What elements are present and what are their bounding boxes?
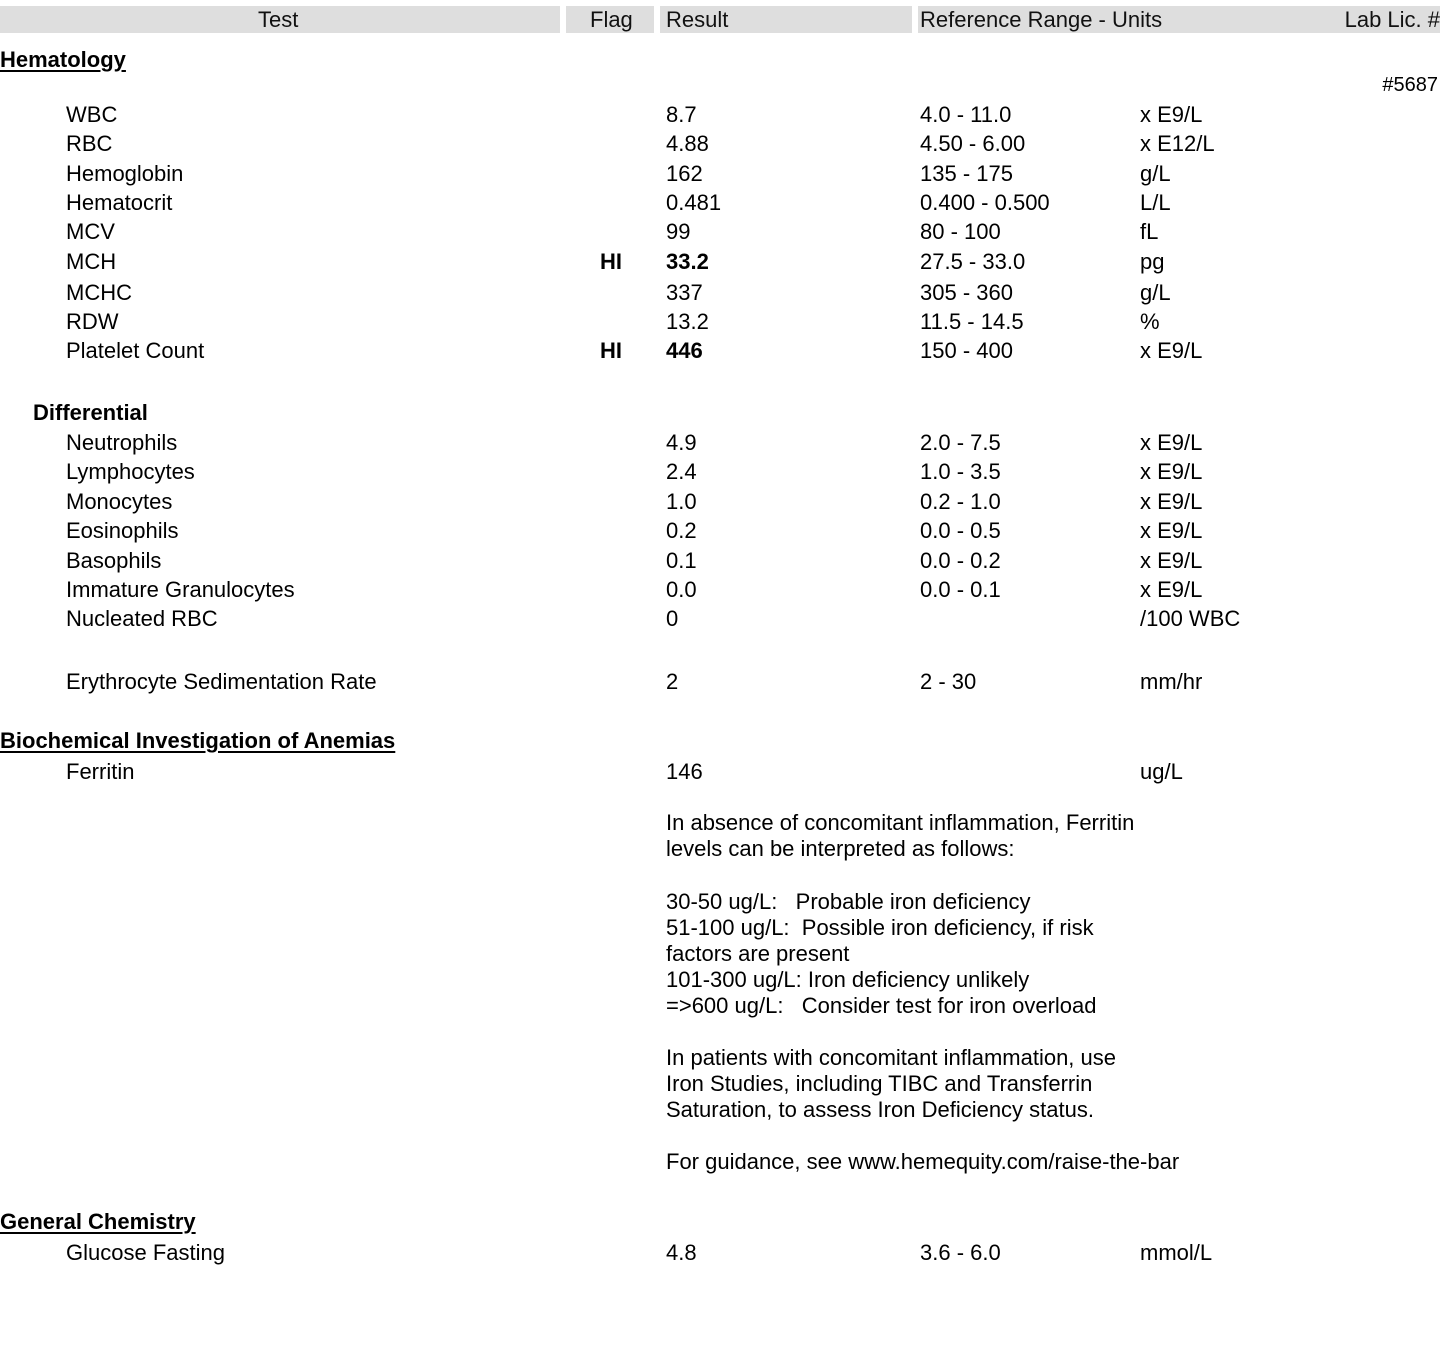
test-name: Ferritin — [66, 759, 135, 784]
result-value: 8.7 — [666, 102, 697, 127]
units: x E12/L — [1140, 131, 1215, 156]
reference-range: 0.2 - 1.0 — [920, 489, 1001, 514]
units: /100 WBC — [1140, 606, 1241, 631]
units: x E9/L — [1140, 577, 1203, 602]
result-value: 0 — [666, 606, 679, 631]
result-value: 0.2 — [666, 518, 697, 543]
ferritin-note-intro: In absence of concomitant inflammation, Ferritin levels can be interpreted as follows: — [666, 810, 1135, 861]
result-value: 146 — [666, 759, 703, 784]
test-name: MCV — [66, 219, 115, 244]
reference-range: 80 - 100 — [920, 219, 1001, 244]
reference-range: 0.0 - 0.5 — [920, 518, 1001, 543]
section-title-general-chemistry: General Chemistry — [0, 1209, 196, 1234]
test-name: Eosinophils — [66, 518, 179, 543]
ferritin-guidance-link[interactable]: For guidance, see www.hemequity.com/raise-the-bar — [666, 1149, 1180, 1174]
result-value: 2.4 — [666, 459, 697, 484]
units: x E9/L — [1140, 102, 1203, 127]
reference-range: 4.0 - 11.0 — [920, 102, 1012, 127]
header-result-cell — [660, 6, 912, 33]
reference-range: 4.50 - 6.00 — [920, 131, 1026, 156]
units: % — [1140, 309, 1160, 334]
units: pg — [1140, 249, 1165, 274]
test-name: MCHC — [66, 280, 132, 305]
test-name: MCH — [66, 249, 117, 274]
units: L/L — [1140, 190, 1171, 215]
test-name: Hematocrit — [66, 190, 173, 215]
units: x E9/L — [1140, 489, 1203, 514]
reference-range: 2 - 30 — [920, 669, 977, 694]
reference-range: 305 - 360 — [920, 280, 1013, 305]
units: x E9/L — [1140, 459, 1203, 484]
result-value: 4.88 — [666, 131, 709, 156]
reference-range: 0.400 - 0.500 — [920, 190, 1050, 215]
header-reference-label: Reference Range - Units — [920, 7, 1163, 32]
subsection-title-differential: Differential — [33, 400, 148, 425]
result-value: 99 — [666, 219, 691, 244]
result-value: 4.9 — [666, 430, 697, 455]
reference-range: 3.6 - 6.0 — [920, 1240, 1001, 1265]
test-name: Neutrophils — [66, 430, 178, 455]
result-value: 0.481 — [666, 190, 722, 215]
reference-range: 135 - 175 — [920, 161, 1013, 186]
result-value: 4.8 — [666, 1240, 697, 1265]
reference-range: 150 - 400 — [920, 338, 1013, 363]
ferritin-interpretation-list: 30-50 ug/L: Probable iron deficiency 51-100 ug/L: Possible iron deficiency, if risk factors are present 101-300 ug/L: Iron deficiency unlikely =>600 ug/L: Consider test for iron overload — [666, 889, 1097, 1018]
flag-high: HI — [600, 249, 622, 274]
units: ug/L — [1140, 759, 1183, 784]
test-name: Platelet Count — [66, 338, 205, 363]
header-test-label: Test — [258, 7, 299, 32]
units: mmol/L — [1140, 1240, 1213, 1265]
test-name: WBC — [66, 102, 118, 127]
reference-range: 0.0 - 0.1 — [920, 577, 1001, 602]
units: x E9/L — [1140, 338, 1203, 363]
header-flag-cell — [566, 6, 654, 33]
reference-range: 2.0 - 7.5 — [920, 430, 1001, 455]
result-value: 1.0 — [666, 489, 697, 514]
section-title-anemias: Biochemical Investigation of Anemias — [0, 728, 396, 753]
test-name: Nucleated RBC — [66, 606, 218, 631]
result-value: 13.2 — [666, 309, 709, 334]
test-name: Lymphocytes — [66, 459, 195, 484]
lab-license-number: #5687 — [1382, 74, 1438, 96]
header-test-cell — [0, 6, 560, 33]
test-name: Monocytes — [66, 489, 173, 514]
test-name: Immature Granulocytes — [66, 577, 295, 602]
units: g/L — [1140, 161, 1171, 186]
header-lab-lic-label: Lab Lic. # — [1344, 7, 1440, 32]
result-value: 2 — [666, 669, 679, 694]
units: g/L — [1140, 280, 1171, 305]
flag-high: HI — [600, 338, 622, 363]
ferritin-note-inflammation: In patients with concomitant inflammation, use Iron Studies, including TIBC and Transferrin Saturation, to assess Iron Deficiency status. — [666, 1045, 1117, 1122]
units: fL — [1140, 219, 1159, 244]
result-value: 337 — [666, 280, 703, 305]
units: x E9/L — [1140, 430, 1203, 455]
test-name: Erythrocyte Sedimentation Rate — [66, 669, 377, 694]
section-title-hematology: Hematology — [0, 47, 126, 72]
result-value: 33.2 — [666, 249, 709, 274]
reference-range: 1.0 - 3.5 — [920, 459, 1001, 484]
units: x E9/L — [1140, 548, 1203, 573]
header-reference-cell — [918, 6, 1440, 33]
test-name: Hemoglobin — [66, 161, 184, 186]
test-name: Basophils — [66, 548, 162, 573]
test-name: Glucose Fasting — [66, 1240, 225, 1265]
units: x E9/L — [1140, 518, 1203, 543]
test-name: RDW — [66, 309, 119, 334]
reference-range: 11.5 - 14.5 — [920, 309, 1024, 334]
result-value: 162 — [666, 161, 703, 186]
units: mm/hr — [1140, 669, 1203, 694]
reference-range: 0.0 - 0.2 — [920, 548, 1001, 573]
header-result-label: Result — [666, 7, 729, 32]
header-flag-label: Flag — [590, 7, 633, 32]
result-value: 446 — [666, 338, 703, 363]
result-value: 0.1 — [666, 548, 697, 573]
reference-range: 27.5 - 33.0 — [920, 249, 1026, 274]
test-name: RBC — [66, 131, 113, 156]
result-value: 0.0 — [666, 577, 697, 602]
